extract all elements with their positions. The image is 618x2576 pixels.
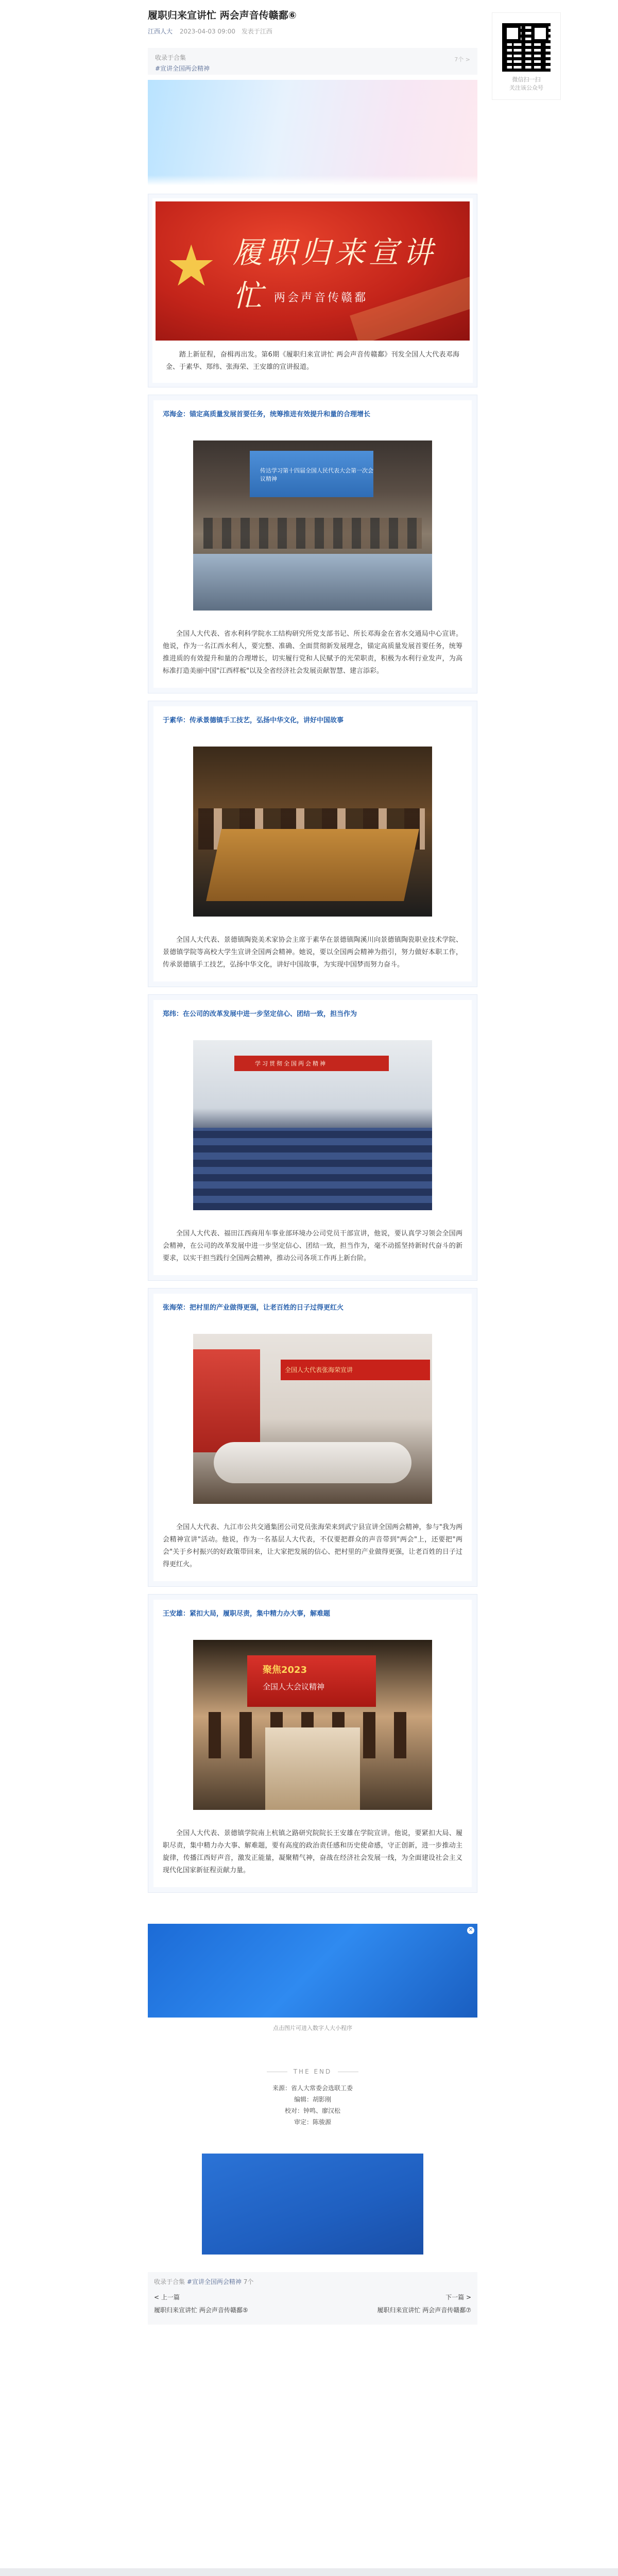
section-photo [193,1640,432,1810]
publish-date: 2023-04-03 09:00 [179,28,235,35]
banner-calligraphy: 履职归来宣讲忙 [233,235,437,313]
speaker-section [148,1594,477,1893]
section-body: 全国人大代表、景德镇陶瓷美术家协会主席于素华在景德镇陶溪川向景德镇陶瓷职业技术学院、景德镇学院等高校大学生宣讲全国两会精神。她说，要以全国两会精神为指引，努力做好本职工作，传承景德镇手工技艺，弘扬中华文化，讲好中国故事，为实现中国梦而努力奋斗。 [163,936,462,969]
qr-caption-line2: 关注该公众号 [509,84,543,91]
photo-screen-text: 传达学习第十四届全国人民代表大会第一次会议精神 [260,467,373,482]
star-icon: ★ [166,233,217,299]
section-heading: 郑纬：在公司的改革发展中进一步坚定信心、团结一致，担当作为 [163,1010,357,1018]
photo-screen-subtitle: 全国人大会议精神 [263,1682,325,1691]
section-photo [193,1040,432,1210]
next-title: 履职归来宣讲忙 两会声音传赣鄱⑦ [377,2307,471,2314]
speaker-section [148,701,477,987]
photo-banner-text: 全国人大代表张海荣宣讲 [285,1366,353,1374]
collection-label: 收录于合集 [155,54,186,61]
bottom-bar [0,2568,618,2576]
banner-subtitle: 两会声音传赣鄱 [274,292,368,304]
publish-location: 发表于江西 [241,28,272,35]
speaker-section [148,395,477,693]
section-heading: 王安雄：紧扣大局，履职尽责，集中精力办大事，解难题 [163,1610,331,1618]
hero-banner-image [148,80,477,185]
article-meta [148,27,477,36]
section-photo [193,1334,432,1504]
footer-collection[interactable] [154,2277,471,2286]
collection-box[interactable] [148,48,477,75]
intro-paragraph: 踏上新征程，奋楫再出发。第6期《履职归来宣讲忙 两会声音传赣鄱》刊发全国人大代表邓海金、于素华、郑纬、张海荣、王安雄的宣讲报道。 [166,351,459,371]
credit-line: 来源：省人大常委会选联工委 [272,2084,353,2092]
banner-caption: 点击图片可进入数字人大小程序 [273,2025,352,2031]
head-banner-image [156,201,470,341]
credits [148,2082,477,2128]
section-heading: 邓海金：锚定高质量发展首要任务，统筹推进有效提升和量的合理增长 [163,411,371,418]
section-photo [193,440,432,611]
section-heading: 于素华：传承景德镇手工技艺，弘扬中华文化，讲好中国故事 [163,717,344,724]
article-navigation [148,2272,477,2325]
close-icon[interactable]: ✕ [467,1927,474,1934]
article [148,0,477,2325]
prev-title: 履职归来宣讲忙 两会声音传赣鄱⑤ [154,2307,248,2314]
next-article-link[interactable] [377,2293,471,2314]
footer-collection-count: 7个 [243,2278,254,2285]
qr-code-panel [492,12,561,100]
section-body: 全国人大代表、省水利科学院水工结构研究所党支部书记、所长邓海金在省水交通局中心宣讲。他说，作为一名江西水利人，要完整、准确、全面贯彻新发展理念，锚定高质量发展首要任务，统筹推进质的有效提升和量的合理增长，切实履行党和人民赋予的光荣职责，积极为水利行业发声，为高标准打造美丽中国"江西样板"以及全省经济社会发展贡献智慧、建言添彩。 [163,630,462,675]
photo-screen-title: 聚焦2023 [263,1665,307,1675]
section-body: 全国人大代表、景德镇学院南上杭镇之路研究院院长王安雄在学院宣讲。他说，要紧扣大局、履职尽责，集中精力办大事、解难题，要有高度的政治责任感和历史使命感，守正创新，进一步推动主旋律，传播江西好声音，激发正能量，凝聚精气神，奋战在经济社会发展一线，为全面建设社会主义现代化国家新征程贡献力量。 [163,1829,462,1874]
prev-label: < 上一篇 [154,2294,180,2301]
footer-collection-tag[interactable]: #宣讲全国两会精神 [186,2278,242,2285]
collection-position: 7个 > [454,56,470,63]
head-banner-frame [148,194,477,387]
speaker-section [148,994,477,1281]
credit-line: 校对：钟鸣、廖汉松 [284,2107,340,2114]
prev-article-link[interactable] [154,2293,248,2314]
footer-collection-label: 收录于合集 [154,2278,185,2285]
the-end-divider: THE END [148,2068,477,2075]
qr-caption-line1: 微信扫一扫 [512,76,541,83]
credit-line: 编辑：胡影刚 [294,2096,331,2103]
section-body: 全国人大代表、九江市公共交通集团公司党员张海荣来到武宁县宣讲全国两会精神，参与"我为两会精神宣讲"活动。他说，作为一名基层人大代表，不仅要把群众的声音带到"两会"上，还要把"两会"关于乡村振兴的好政策带回来，让大家把发展的信心、把村里的产业做得更强，让老百姓的日子过得更红火。 [163,1523,462,1568]
next-label: 下一篇 > [445,2294,471,2301]
collection-tag[interactable]: #宣讲全国两会精神 [155,65,210,72]
qr-code-icon[interactable] [502,23,551,72]
footer-image [202,2154,423,2255]
section-photo [193,747,432,917]
section-heading: 张海荣：把村里的产业做得更强，让老百姓的日子过得更红火 [163,1304,344,1312]
author-link[interactable]: 江西人大 [148,28,173,35]
section-body: 全国人大代表、福田江西商用车事业部环境办公司党员干部宣讲，他说，要认真学习领会全国两会精神，在公司的改革发展中进一步坚定信心、团结一致，担当作为，毫不动摇坚持新时代奋斗的新要求，以实干担当践行全国两会精神，推动公司各项工作再上新台阶。 [163,1230,462,1262]
article-title: 履职归来宣讲忙 两会声音传赣鄱⑥ [148,10,297,21]
photo-banner-text: 学习贯彻全国两会精神 [255,1060,327,1067]
mini-program-banner[interactable] [148,1924,477,2018]
credit-line: 审定：陈骏源 [294,2119,331,2126]
speaker-section [148,1288,477,1587]
